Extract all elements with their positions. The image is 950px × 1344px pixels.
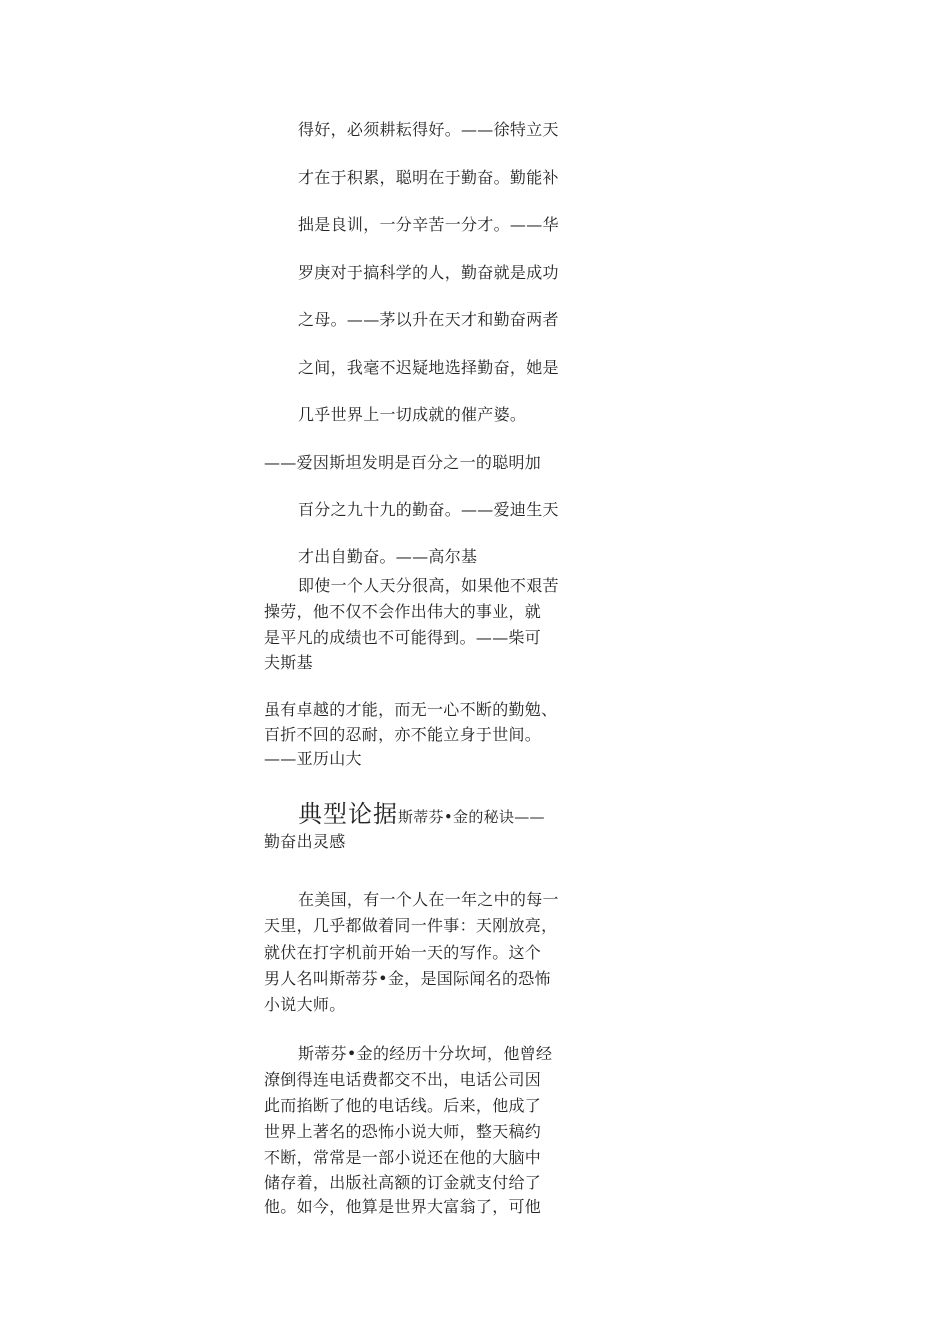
text-line: 男人名叫斯蒂芬•金，是国际闻名的恐怖 xyxy=(264,969,551,988)
text-line: 世界上著名的恐怖小说大师，整天稿约 xyxy=(264,1122,542,1141)
quote-line: ——爱因斯坦发明是百分之一的聪明加 xyxy=(264,453,542,472)
text-line: 此而掐断了他的电话线。后来，他成了 xyxy=(264,1096,542,1115)
quote-line: 罗庚对于搞科学的人，勤奋就是成功 xyxy=(298,263,559,282)
heading-line xyxy=(298,800,545,831)
quote-line: 百分之九十九的勤奋。——爱迪生天 xyxy=(298,500,559,519)
quote-line: 得好，必须耕耘得好。——徐特立天 xyxy=(298,120,559,139)
text-line: 储存着，出版社高额的订金就支付给了 xyxy=(264,1173,542,1192)
quote-line: 几乎世界上一切成就的催产婆。 xyxy=(298,405,527,424)
text-line: 潦倒得连电话费都交不出，电话公司因 xyxy=(264,1070,542,1089)
text-line: 他。如今，他算是世界大富翁了，可他 xyxy=(264,1197,542,1216)
text-line: 虽有卓越的才能，而无一心不断的勤勉、 xyxy=(264,700,558,719)
text-line: 就伏在打字机前开始一天的写作。这个 xyxy=(264,943,542,962)
quote-line: 之母。——茅以升在天才和勤奋两者 xyxy=(298,310,559,329)
text-line: ——亚历山大 xyxy=(264,749,362,768)
text-line: 不断，常常是一部小说还在他的大脑中 xyxy=(264,1148,542,1167)
text-line: 斯蒂芬•金的经历十分坎坷，他曾经 xyxy=(298,1044,553,1063)
quote-line: 拙是良训，一分辛苦一分才。——华 xyxy=(298,215,559,234)
quote-line: 才在于积累，聪明在于勤奋。勤能补 xyxy=(298,168,559,187)
text-line: 即使一个人天分很高，如果他不艰苦 xyxy=(298,576,559,595)
quote-line: 才出自勤奋。——高尔基 xyxy=(298,547,478,566)
text-line: 小说大师。 xyxy=(264,995,346,1014)
quote-line: 之间，我毫不迟疑地选择勤奋，她是 xyxy=(298,358,559,377)
heading-title: 典型论据 xyxy=(298,800,398,828)
heading-subtitle: 斯蒂芬•金的秘诀—— xyxy=(398,808,545,826)
text-line: 在美国，有一个人在一年之中的每一 xyxy=(298,890,559,909)
text-line: 百折不回的忍耐，亦不能立身于世间。 xyxy=(264,725,542,744)
text-line: 天里，几乎都做着同一件事：天刚放亮， xyxy=(264,916,558,935)
text-line: 夫斯基 xyxy=(264,653,313,672)
heading-line-2: 勤奋出灵感 xyxy=(264,832,346,851)
text-line: 是平凡的成绩也不可能得到。——柴可 xyxy=(264,628,542,647)
text-line: 操劳，他不仅不会作出伟大的事业，就 xyxy=(264,602,542,621)
